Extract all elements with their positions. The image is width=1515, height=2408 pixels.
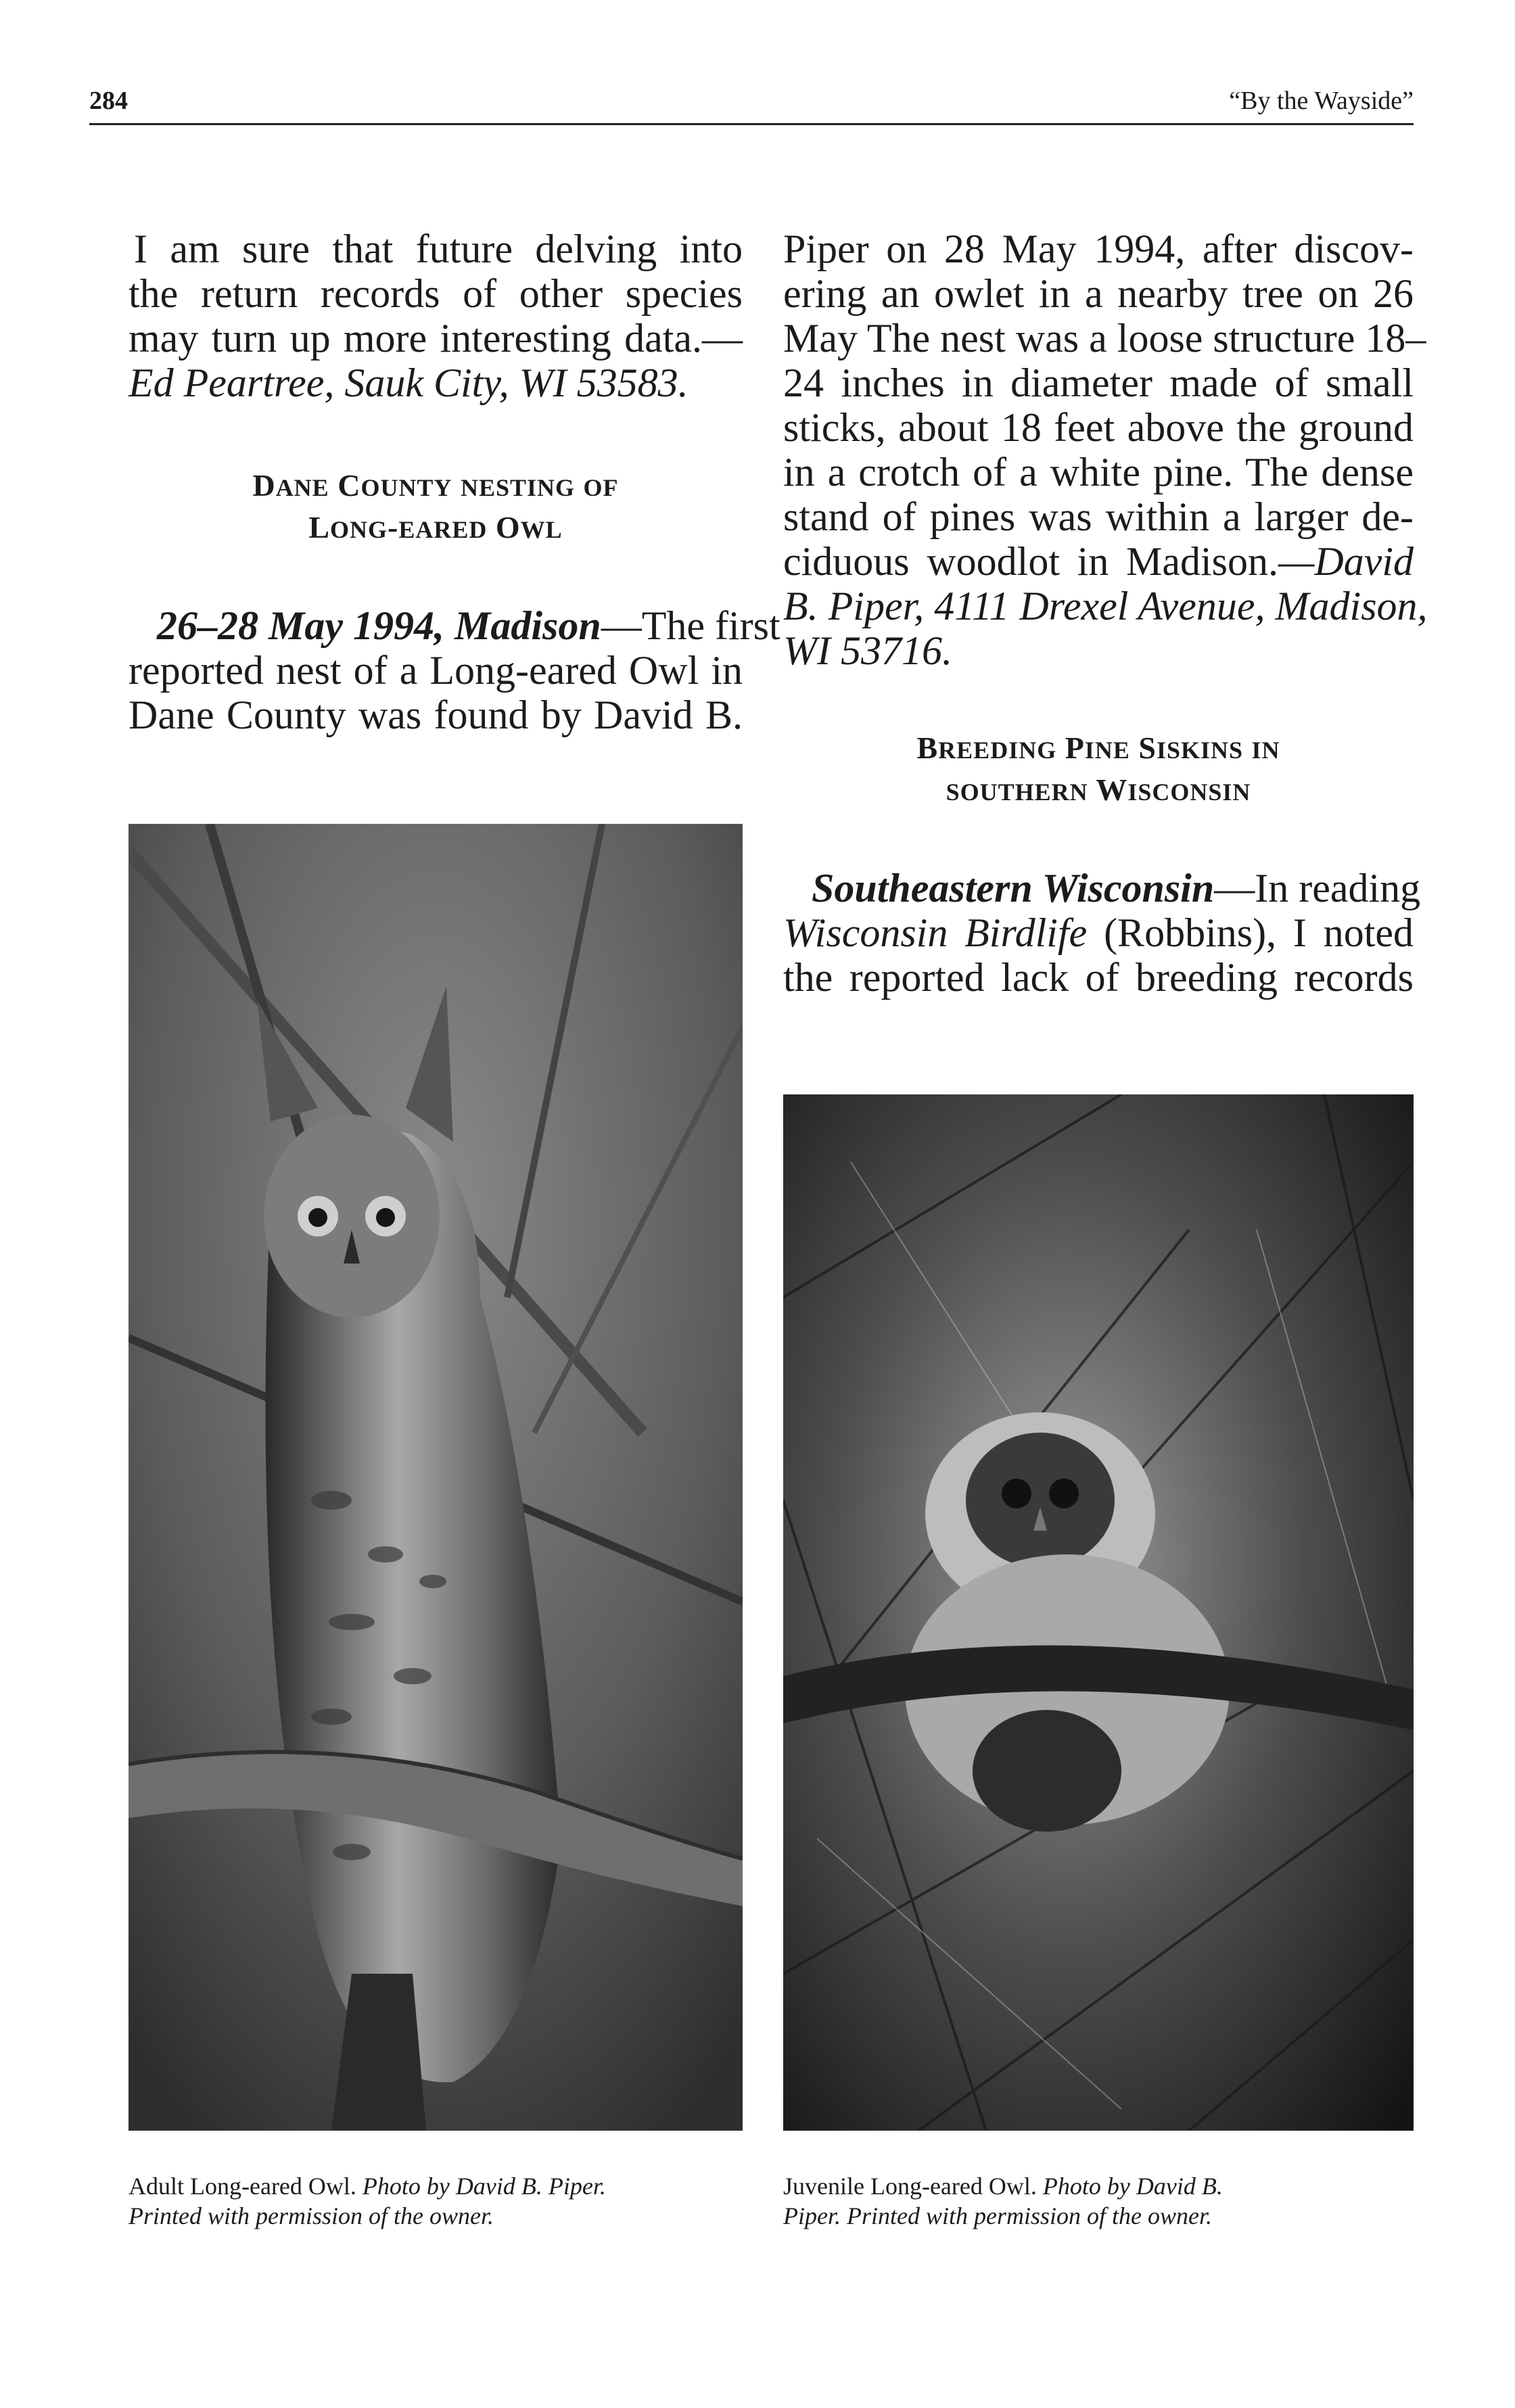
text-line: Dane County was found by David B.	[129, 693, 743, 737]
text-line	[783, 539, 1414, 584]
caption-credit: Piper. Printed with permission of the owner.	[783, 2202, 1212, 2229]
text-fragment: ciduous woodlot in Madison.	[783, 539, 1279, 584]
text-line: in a crotch of a white pine. The dense	[783, 450, 1414, 494]
text-line: ering an owlet in a nearby tree on 26	[783, 271, 1414, 316]
photo-juvenile-long-eared-owl	[783, 1094, 1414, 2131]
section-heading-dane-county: DANE COUNTY NESTING OF	[252, 468, 619, 503]
owl-photo-illustration	[129, 824, 743, 2131]
text-line: 24 inches in diameter made of small	[783, 361, 1414, 405]
signature: —David	[1278, 539, 1414, 584]
text-line: May The nest was a loose structure 18–	[783, 316, 1426, 361]
text-fragment: (Robbins), I noted	[1087, 910, 1414, 955]
section-heading-pine-siskins-line2: SOUTHERN WISCONSIN	[946, 772, 1251, 807]
caption-text: Adult Long-eared Owl.	[129, 2173, 363, 2200]
signature-line	[783, 628, 1414, 673]
text-line: the return records of other species	[129, 271, 743, 316]
running-title: “By the Wayside”	[1229, 87, 1414, 115]
photo-adult-long-eared-owl	[129, 824, 743, 2131]
header-rule	[89, 123, 1414, 125]
text-line	[812, 866, 1421, 910]
text-line: may turn up more interesting data.—	[129, 316, 743, 361]
caption-juvenile-owl	[783, 2171, 1223, 2201]
signature: WI 53716.	[783, 628, 952, 673]
page-number: 284	[89, 87, 128, 115]
caption-credit: Photo by David B. Piper.	[362, 2173, 606, 2200]
caption-adult-owl	[129, 2171, 606, 2201]
caption-juvenile-owl-line2	[783, 2201, 1212, 2231]
text-line: sticks, about 18 feet above the ground	[783, 405, 1414, 450]
signature: Ed Peartree, Sauk City, WI 53583.	[129, 361, 689, 405]
text-line	[783, 910, 1414, 955]
place: Southeastern Wisconsin	[812, 866, 1215, 910]
text-line	[157, 603, 780, 648]
text-fragment: —In reading	[1214, 866, 1421, 910]
text-line: stand of pines was within a larger de-	[783, 494, 1414, 539]
owlet-photo-illustration	[783, 1094, 1414, 2131]
text-fragment: —The first	[601, 603, 780, 648]
book-title: Wisconsin Birdlife	[783, 910, 1088, 955]
caption-credit: Photo by David B.	[1042, 2173, 1223, 2200]
text-line: I am sure that future delving into	[134, 227, 743, 271]
signature: B. Piper, 4111 Drexel Avenue, Madison,	[783, 584, 1428, 628]
caption-adult-owl-line2	[129, 2201, 494, 2231]
caption-text: Juvenile Long-eared Owl.	[783, 2173, 1043, 2200]
section-heading-pine-siskins: BREEDING PINE SISKINS IN	[916, 731, 1280, 765]
text-line: the reported lack of breeding records	[783, 955, 1414, 1000]
text-line: reported nest of a Long-eared Owl in	[129, 648, 743, 693]
signature-line	[129, 361, 743, 405]
signature-line	[783, 584, 1428, 628]
date-place: 26–28 May 1994, Madison	[157, 603, 601, 648]
text-line: Piper on 28 May 1994, after discov-	[783, 227, 1414, 271]
caption-credit: Printed with permission of the owner.	[129, 2202, 494, 2229]
section-heading-dane-county-line2: LONG-EARED OWL	[308, 510, 563, 545]
